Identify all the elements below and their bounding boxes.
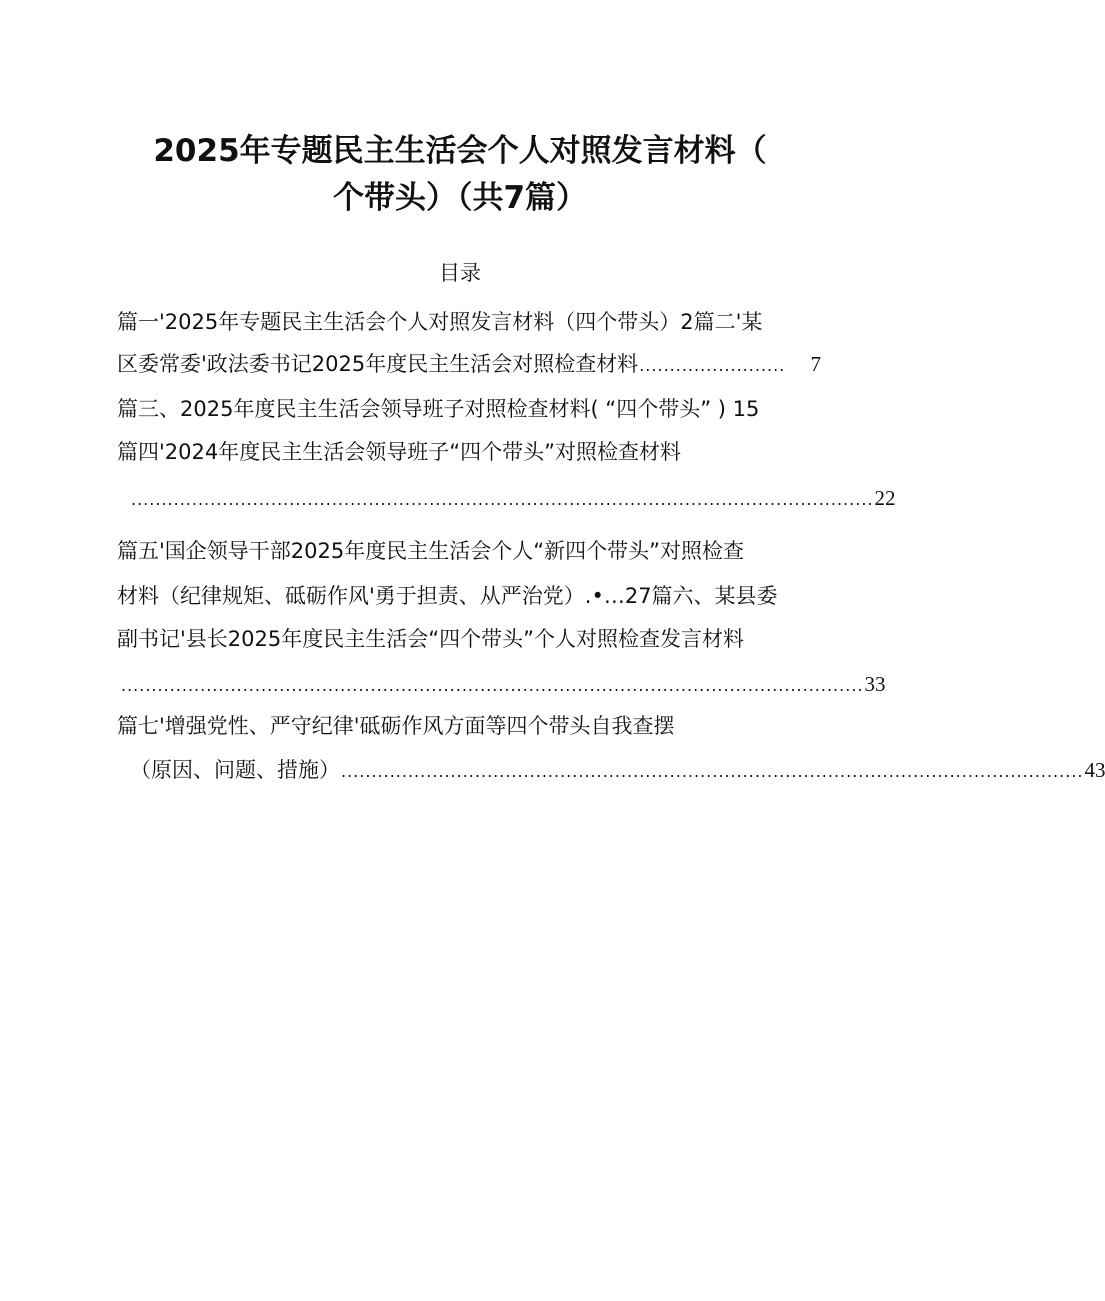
toc-entry-2-title: 区委常委'政法委书记2025年度民主生活会对照检查材料 [117,352,639,376]
toc-heading: 目录 [439,261,481,285]
toc-entry-6-page: 33 [864,672,886,696]
document-title-line-2: 个带头）（共7篇） [332,180,588,216]
toc-entry-2 [117,348,821,382]
toc-entry-7-page: 43 [1084,758,1105,782]
toc-line-4: 篇四'2024年度民主生活会领导班子“四个带头”对照检查材料 [117,440,681,464]
toc-entry-7 [130,754,1105,788]
toc-line-10: 篇七'增强党性、严守纪律'砥砺作风方面等四个带头自我查摆 [117,714,675,738]
document-title-line-1: 2025年专题民主生活会个人对照发言材料（ [153,133,767,169]
toc-entry-6-leader-line [120,668,886,702]
toc-line-7: 材料（纪律规矩、砥砺作风'勇于担责、从严治党）.•…27篇六、某县委 [117,584,778,608]
toc-line-8: 副书记'县长2025年度民主生活会“四个带头”个人对照检查发言材料 [117,627,744,651]
toc-entry-6-leader: .......................................................................................................................... [121,676,864,695]
toc-entry-7-title-cont: （原因、问题、措施） [130,758,340,782]
toc-entry-4-leader: .......................................................................................................................... [131,490,874,509]
toc-line-1: 篇一'2025年专题民主生活会个人对照发言材料（四个带头）2篇二'某 [117,310,763,334]
toc-entry-7-leader: .......................................................................................................................... [341,762,1084,781]
toc-entry-2-page: 7 [810,352,821,376]
toc-entry-2-leader: ........................ [639,356,786,375]
toc-entry-4-leader-line [130,482,896,516]
toc-line-3: 篇三、2025年度民主生活会领导班子对照检查材料( “四个带头” ) 15 [117,397,760,421]
toc-entry-4-page: 22 [874,486,896,510]
toc-line-6: 篇五'国企领导干部2025年度民主生活会个人“新四个带头”对照检查 [117,539,744,563]
